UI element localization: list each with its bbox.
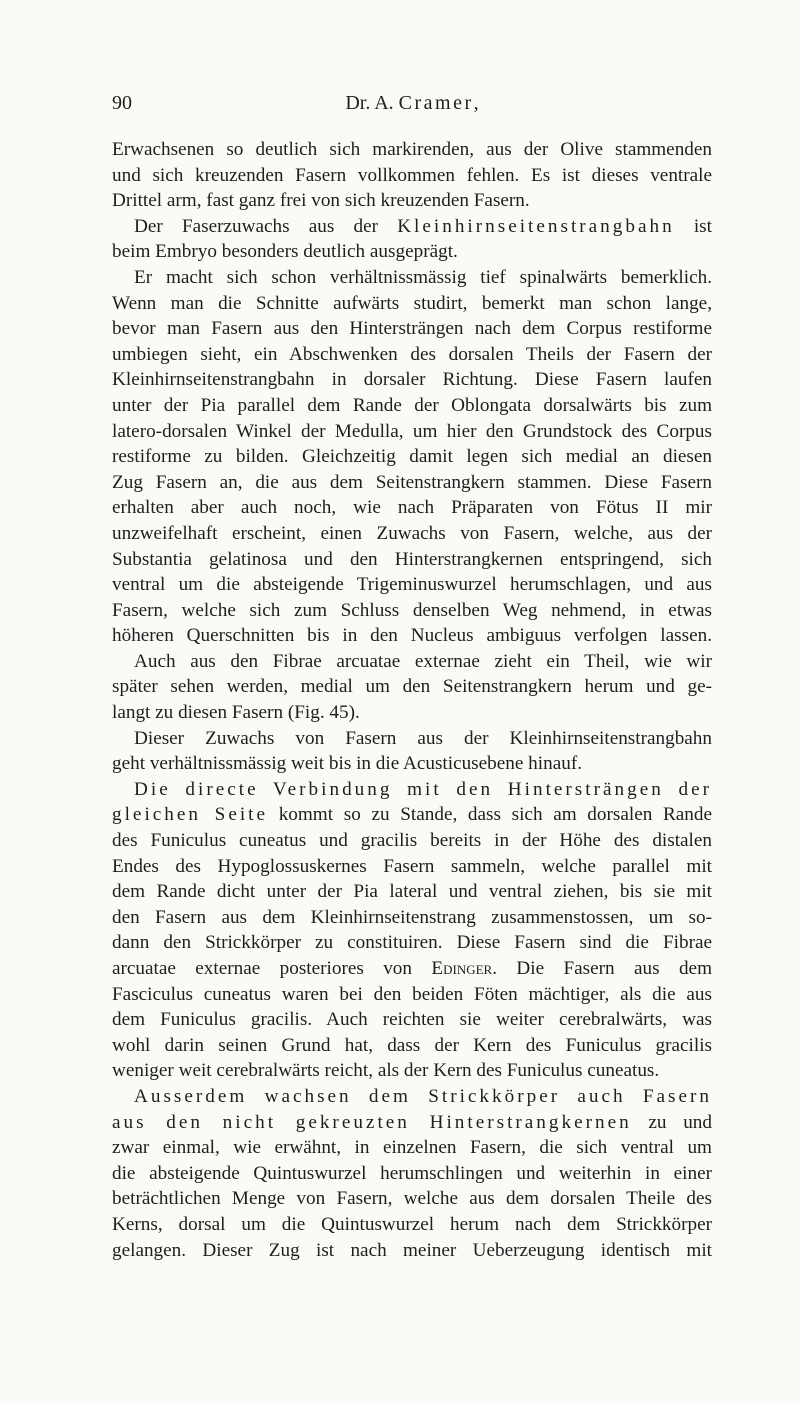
line-text: höheren Querschnitten bis in den Nucleus ambiguus verfolgen lassen. (112, 625, 712, 647)
line-text-post: ist (674, 215, 712, 237)
text-line (112, 444, 712, 470)
line-text: des Funiculus cuneatus und gracilis bereits in der Höhe des distalen (112, 830, 712, 852)
author-prefix: Dr. A. (345, 92, 394, 114)
emphasized-text: gleichen Seite (112, 804, 269, 826)
text-line (112, 239, 712, 265)
text-line (112, 1238, 712, 1264)
line-text: geht verhältnissmässig weit bis in die Acusticusebene hinauf. (112, 753, 582, 775)
line-text: später sehen werden, medial um den Seitenstrangkern herum und ge- (112, 676, 712, 698)
text-line (112, 1212, 712, 1238)
text-line (112, 930, 712, 956)
line-text: Erwachsenen so deutlich sich markirenden, aus der Olive stammenden (112, 139, 712, 160)
line-text: die absteigende Quintuswurzel herumschlingen und weiterhin in einer (112, 1162, 712, 1184)
line-text: Fasciculus cuneatus waren bei den beiden Föten mächtiger, als die aus (112, 983, 712, 1005)
line-text: Endes des Hypoglossuskernes Fasern sammeln, welche parallel mit (112, 855, 712, 877)
author-surname: Cramer (398, 92, 474, 114)
line-text: zwar einmal, wie erwähnt, in einzelnen Fasern, die sich ventral um (112, 1137, 712, 1159)
text-line (112, 521, 712, 547)
text-line (112, 649, 712, 675)
line-text: Dieser Zuwachs von Fasern aus der Kleinhirnseitenstrangbahn (134, 727, 712, 749)
text-line (112, 854, 712, 880)
line-text: wohl darin seinen Grund hat, dass der Kern des Funiculus gracilis (112, 1034, 712, 1056)
text-line (112, 623, 712, 649)
page-number: 90 (112, 92, 132, 114)
line-text: beträchtlichen Menge von Fasern, welche aus dem dorsalen Theile des (112, 1188, 712, 1210)
author-name-smallcaps: Edinger (431, 958, 493, 979)
line-text: weniger weit cerebralwärts reicht, als der Kern des Funiculus cuneatus. (112, 1060, 660, 1082)
text-line (112, 367, 712, 393)
emphasized-text: aus den nicht gekreuzten Hinterstrangkernen (112, 1111, 632, 1133)
text-line (112, 188, 712, 214)
line-text: und sich kreuzenden Fasern vollkommen fehlen. Es ist dieses ventrale (112, 164, 712, 186)
line-text: Wenn man die Schnitte aufwärts studirt, bemerkt man schon lange, (112, 292, 712, 314)
author-trailing: , (473, 92, 479, 114)
text-line (112, 572, 712, 598)
text-line (112, 1110, 712, 1136)
line-text: bevor man Fasern aus den Hintersträngen nach dem Corpus restiforme (112, 318, 712, 340)
text-line (112, 777, 712, 803)
text-line (112, 598, 712, 624)
text-line (112, 751, 712, 777)
text-line (112, 956, 712, 982)
text-line (112, 674, 712, 700)
line-text: dann den Strickkörper zu constituiren. Diese Fasern sind die Fibrae (112, 932, 712, 954)
line-text: langt zu diesen Fasern (Fig. 45). (112, 702, 360, 724)
text-line (112, 214, 712, 240)
line-text-post: zu und (631, 1111, 712, 1133)
text-line (112, 879, 712, 905)
page-header (112, 90, 712, 116)
text-line (112, 547, 712, 573)
line-text: Kleinhirnseitenstrangbahn in dorsaler Richtung. Diese Fasern laufen (112, 369, 712, 391)
line-text: Er macht sich schon verhältnissmässig tief spinalwärts bemerklich. (134, 266, 712, 288)
line-text: Zug Fasern an, die aus dem Seitenstrangkern stammen. Diese Fasern (112, 471, 712, 493)
line-text: den Fasern aus dem Kleinhirnseitenstrang zusammenstossen, um so- (112, 906, 712, 928)
line-text-pre: Der Faserzuwachs aus der (134, 215, 398, 237)
line-text: latero-dorsalen Winkel der Medulla, um hier den Grundstock des Corpus (112, 420, 712, 442)
line-text: umbiegen sieht, ein Abschwenken des dorsalen Theils der Fasern der (112, 343, 712, 365)
body-text (112, 137, 712, 1263)
line-text: dem Rande dicht unter der Pia lateral und ventral ziehen, bis sie mit (112, 881, 712, 903)
line-text: Fasern, welche sich zum Schluss denselben Weg nehmend, in etwas (112, 599, 712, 621)
line-text: dem Funiculus gracilis. Auch reichten sie weiter cerebralwärts, was (112, 1009, 712, 1031)
text-line (112, 1033, 712, 1059)
text-line (112, 495, 712, 521)
text-line (112, 419, 712, 445)
line-text: Substantia gelatinosa und den Hinterstrangkernen entspringend, sich (112, 548, 712, 570)
emphasized-text: Die directe Verbindung mit den Hintersträngen der (134, 778, 712, 800)
text-line (112, 802, 712, 828)
line-text: ventral um die absteigende Trigeminuswurzel herumschlagen, und aus (112, 574, 712, 596)
line-text: unzweifelhaft erscheint, einen Zuwachs von Fasern, welche, aus der (112, 522, 712, 544)
line-text: unter der Pia parallel dem Rande der Oblongata dorsalwärts bis zum (112, 394, 712, 416)
text-line (112, 470, 712, 496)
running-head (112, 90, 712, 116)
line-text-post: kommt so zu Stande, dass sich am dorsalen Rande (268, 804, 712, 826)
text-line (112, 163, 712, 189)
line-text: Auch aus den Fibrae arcuatae externae zieht ein Theil, wie wir (134, 650, 712, 672)
line-text-pre: arcuatae externae posteriores von (112, 958, 432, 979)
text-line (112, 726, 712, 752)
emphasized-text: Ausserdem wachsen dem Strickkörper auch Fasern (134, 1085, 712, 1107)
line-text: Kerns, dorsal um die Quintuswurzel herum nach dem Strickkörper (112, 1213, 712, 1235)
text-line (112, 982, 712, 1008)
line-text: erhalten aber auch noch, wie nach Präparaten von Fötus II mir (112, 497, 712, 519)
text-line (112, 700, 712, 726)
text-line (112, 342, 712, 368)
text-line (112, 137, 712, 163)
text-line (112, 1084, 712, 1110)
text-line (112, 393, 712, 419)
line-text: gelangen. Dieser Zug ist nach meiner Ueberzeugung identisch mit (112, 1239, 712, 1261)
text-line (112, 905, 712, 931)
line-text: Drittel arm, fast ganz frei von sich kreuzenden Fasern. (112, 190, 530, 212)
text-line (112, 316, 712, 342)
text-line (112, 1135, 712, 1161)
text-line (112, 1161, 712, 1187)
emphasized-text: Kleinhirnseitenstrangbahn (397, 215, 675, 237)
text-line (112, 1007, 712, 1033)
text-line (112, 1186, 712, 1212)
text-line (112, 265, 712, 291)
line-text: beim Embryo besonders deutlich ausgeprägt. (112, 241, 458, 263)
text-line (112, 1058, 712, 1084)
text-line (112, 291, 712, 317)
text-line (112, 828, 712, 854)
line-text-post: . Die Fasern aus dem (492, 958, 712, 979)
line-text: restiforme zu bilden. Gleichzeitig damit legen sich medial an diesen (112, 446, 712, 468)
